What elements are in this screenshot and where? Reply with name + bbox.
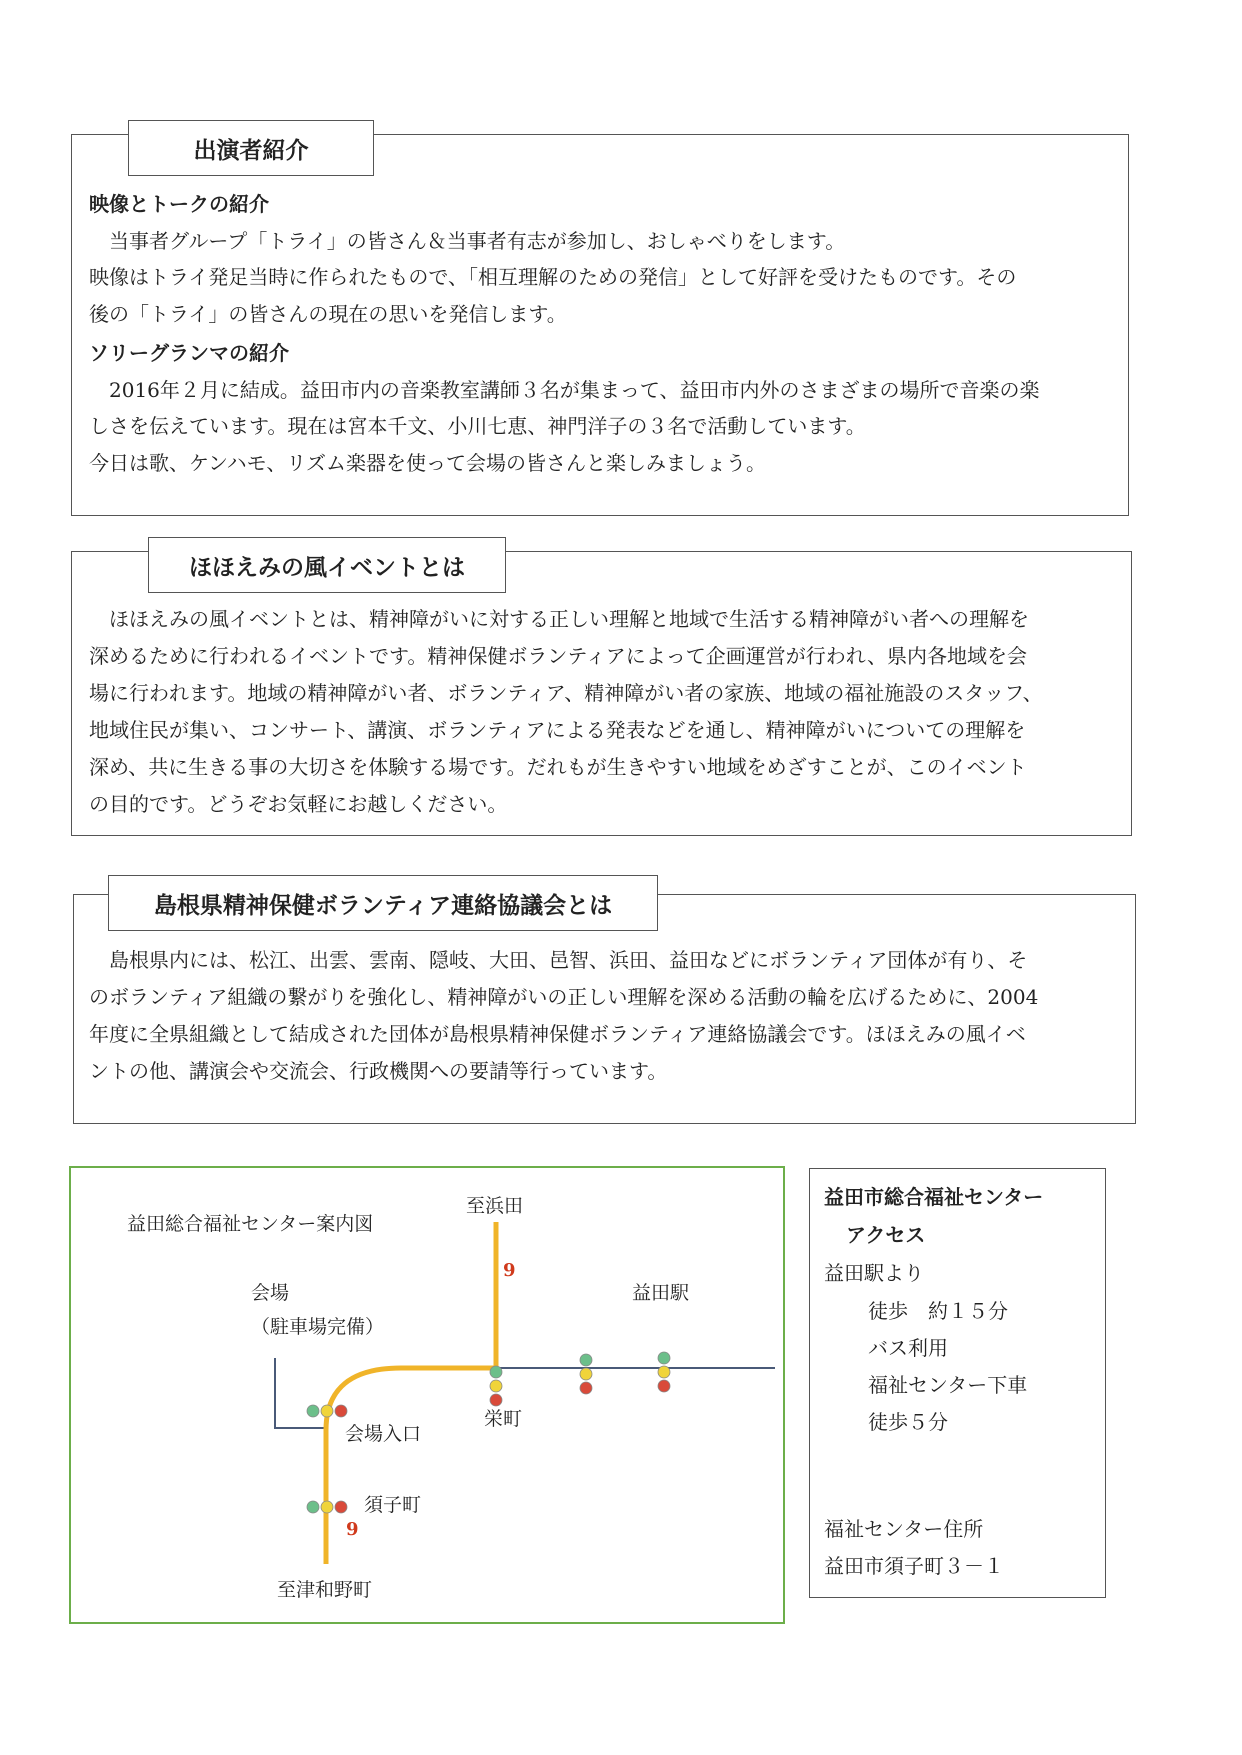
route-number-top: 9 (503, 1260, 516, 1281)
performers-video-line: 当事者グループ「トライ」の皆さん＆当事者有志が参加し、おしゃべりをします。 (89, 229, 846, 253)
access-title: 益田市総合福祉センター (824, 1185, 1044, 1209)
performers-video-line: 後の「トライ」の皆さんの現在の思いを発信します。 (89, 302, 567, 326)
performers-group-line: 今日は歌、ケンハモ、リズム楽器を使って会場の皆さんと楽しみましょう。 (89, 451, 766, 475)
access-walk: 徒歩 約１５分 (868, 1299, 1008, 1323)
council-title: 島根県精神保健ボランティア連絡協議会とは (108, 875, 658, 931)
traffic-signal-middle (580, 1354, 592, 1394)
council-line: 島根県内には、松江、出雲、雲南、隠岐、大田、邑智、浜田、益田などにボランティア団体が有り、そ (89, 948, 1028, 972)
route-number-bottom: 9 (346, 1519, 359, 1540)
traffic-signal-venue-entrance (307, 1405, 347, 1417)
map-title: 益田総合福祉センター案内図 (127, 1213, 374, 1235)
access-bus: バス利用 (868, 1336, 948, 1360)
venue-pointer-line (275, 1358, 326, 1428)
label-venue: 会場 (251, 1282, 290, 1304)
access-section (809, 1168, 1106, 1598)
council-line: のボランティア組織の繋がりを強化し、精神障がいの正しい理解を深める活動の輪を広げるために、2004 (89, 985, 1039, 1009)
label-to-hamada: 至浜田 (466, 1195, 524, 1217)
event-line: 場に行われます。地域の精神障がい者、ボランティア、精神障がい者の家族、地域の福祉施設のスタッフ、 (89, 681, 1043, 705)
label-venue-entrance: 会場入口 (345, 1423, 422, 1445)
performers-group-line: しさを伝えています。現在は宮本千文、小川七恵、神門洋子の３名で活動しています。 (89, 414, 866, 438)
event-line: 地域住民が集い、コンサート、講演、ボランティアによる発表などを通し、精神障がいについての理解を (89, 718, 1026, 742)
access-address: 益田市須子町３－１ (824, 1554, 1004, 1578)
access-address-label: 福祉センター住所 (824, 1517, 984, 1541)
label-masuda-station: 益田駅 (632, 1282, 690, 1304)
traffic-signal-station (658, 1352, 670, 1392)
access-walk-from-stop: 徒歩５分 (868, 1410, 948, 1434)
event-title: ほほえみの風イベントとは (148, 537, 506, 593)
event-line: 深め、共に生きる事の大切さを体験する場です。だれもが生きやすい地域をめざすことが、このイベント (89, 755, 1027, 779)
performers-title: 出演者紹介 (128, 120, 374, 176)
map-section (69, 1166, 785, 1624)
label-to-tsuwano: 至津和野町 (277, 1579, 373, 1601)
label-sakaemachi: 栄町 (484, 1408, 523, 1430)
traffic-signal-sugomachi (307, 1501, 347, 1513)
label-sugomachi: 須子町 (364, 1494, 422, 1516)
event-line: ほほえみの風イベントとは、精神障がいに対する正しい理解と地域で生活する精神障がい者への理解を (89, 607, 1029, 631)
event-line: の目的です。どうぞお気軽にお越しください。 (89, 792, 508, 816)
access-from-station: 益田駅より (824, 1261, 924, 1285)
access-subtitle: アクセス (846, 1223, 926, 1247)
label-parking: （駐車場完備） (251, 1316, 385, 1338)
performers-video-line: 映像はトライ発足当時に作られたもので、「相互理解のための発信」として好評を受けたものです。その (89, 265, 1017, 289)
performers-subheading-group: ソリーグランマの紹介 (89, 341, 289, 365)
performers-group-line: 2016年２月に結成。益田市内の音楽教室講師３名が集まって、益田市内外のさまざまの場所で音楽の楽 (89, 378, 1040, 402)
performers-subheading-video: 映像とトークの紹介 (89, 192, 269, 216)
route-map (71, 1168, 783, 1622)
council-line: ントの他、講演会や交流会、行政機関への要請等行っています。 (89, 1059, 668, 1083)
council-line: 年度に全県組織として結成された団体が島根県精神保健ボランティア連絡協議会です。ほほえみの風イベ (89, 1022, 1026, 1046)
access-bus-stop: 福祉センター下車 (868, 1373, 1028, 1397)
traffic-signal-sakaemachi (490, 1366, 502, 1406)
event-line: 深めるために行われるイベントです。精神保健ボランティアによって企画運営が行われ、県内各地域を会 (89, 644, 1027, 668)
